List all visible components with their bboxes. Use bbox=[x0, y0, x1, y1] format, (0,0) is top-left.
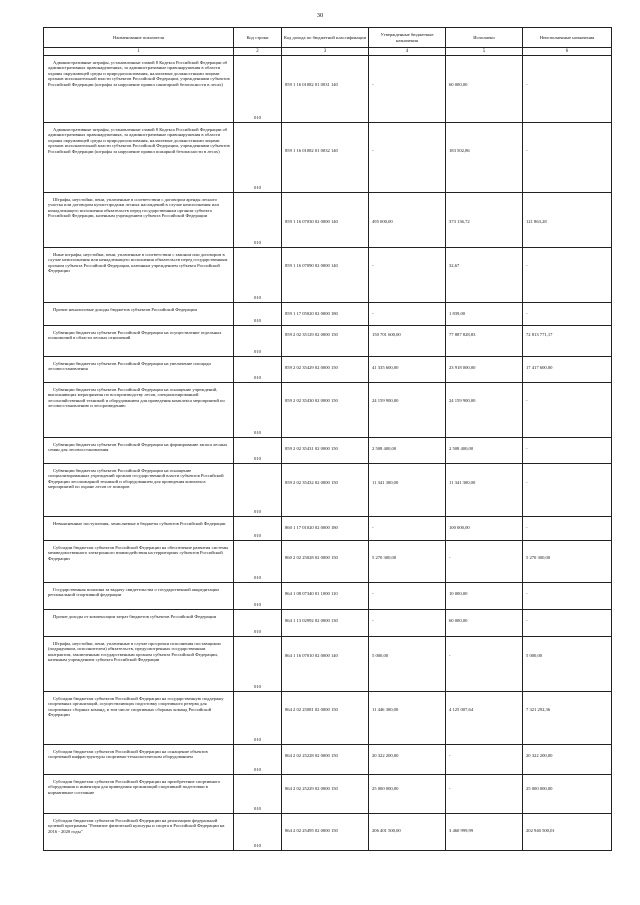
approved-amount-cell bbox=[369, 438, 446, 464]
line-code-cell bbox=[234, 517, 282, 541]
line-code-text: 010 bbox=[254, 601, 261, 607]
column-number: 3 bbox=[282, 48, 369, 56]
table-row bbox=[44, 383, 612, 438]
indicator-name-cell: Субвенции бюджетам субъектов Российской Федерации на оснащение специализированных учреждений органов государственной власти субъектов Российской Федерации лесопожарной техникой и оборудованием для проведения комплекса мероприятий по охране лесов от пожаров bbox=[44, 464, 234, 517]
income-code-text: 859 1 16 01082 01 0031 140 bbox=[285, 82, 338, 87]
income-code-cell bbox=[282, 814, 369, 851]
approved-amount-cell bbox=[369, 541, 446, 583]
unexecuted-amount-text: 25 000 000,00 bbox=[526, 786, 553, 791]
income-code-text: 859 2 02 35430 02 0000 150 bbox=[285, 398, 338, 403]
table-row bbox=[44, 775, 612, 814]
approved-amount-cell bbox=[369, 517, 446, 541]
line-code-cell bbox=[234, 814, 282, 851]
executed-amount-cell bbox=[446, 326, 523, 357]
executed-amount-text: - bbox=[449, 555, 451, 560]
executed-amount-cell bbox=[446, 775, 523, 814]
page-number: 30 bbox=[316, 12, 324, 19]
line-code-text: 010 bbox=[254, 508, 261, 514]
table-row bbox=[44, 193, 612, 248]
income-code-cell bbox=[282, 637, 369, 692]
executed-amount-cell bbox=[446, 248, 523, 303]
indicator-name-cell: Субвенции бюджетам субъектов Российской Федерации на увеличение площади лесовосстановления bbox=[44, 357, 234, 383]
income-code-text: 864 2 02 25228 02 0000 150 bbox=[285, 753, 338, 758]
table-row bbox=[44, 438, 612, 464]
unexecuted-amount-text: - bbox=[526, 446, 528, 451]
approved-amount-cell bbox=[369, 814, 446, 851]
indicator-name-cell: Невыясненные поступления, зачисляемые в бюджеты субъектов Российской Федерации bbox=[44, 517, 234, 541]
unexecuted-amount-text: - bbox=[526, 148, 528, 153]
line-code-cell bbox=[234, 541, 282, 583]
unexecuted-amount-text: - bbox=[526, 82, 528, 87]
executed-amount-cell bbox=[446, 438, 523, 464]
line-code-cell bbox=[234, 303, 282, 326]
line-code-cell bbox=[234, 692, 282, 745]
line-code-text: 010 bbox=[254, 532, 261, 538]
approved-amount-text: 41 335 600,00 bbox=[372, 365, 399, 370]
unexecuted-amount-text: - bbox=[526, 591, 528, 596]
header-indicator-name: Наименование показателя bbox=[44, 28, 234, 48]
indicator-name-cell: Государственная пошлина за выдачу свидетельства о государственной аккредитации региональной спортивной федерации bbox=[44, 583, 234, 610]
approved-amount-cell bbox=[369, 745, 446, 775]
unexecuted-amount-text: - bbox=[526, 398, 528, 403]
unexecuted-amount-cell bbox=[523, 193, 612, 248]
header-unexecuted: Неисполненные назначения bbox=[523, 28, 612, 48]
approved-amount-text: 25 000 000,00 bbox=[372, 786, 399, 791]
unexecuted-amount-cell bbox=[523, 583, 612, 610]
approved-amount-text: 495 000,00 bbox=[372, 219, 393, 224]
approved-amount-cell bbox=[369, 326, 446, 357]
income-code-cell bbox=[282, 438, 369, 464]
indicator-name-cell: Субвенции бюджетам субъектов Российской Федерации на формирование запаса лесных семян для лесовосстановления bbox=[44, 438, 234, 464]
line-code-cell bbox=[234, 383, 282, 438]
unexecuted-amount-cell bbox=[523, 464, 612, 517]
approved-amount-text: 5 000,00 bbox=[372, 653, 389, 658]
line-code-cell bbox=[234, 248, 282, 303]
income-code-cell bbox=[282, 745, 369, 775]
income-code-cell bbox=[282, 56, 369, 123]
executed-amount-cell bbox=[446, 637, 523, 692]
line-code-text: 010 bbox=[254, 805, 261, 811]
table-row bbox=[44, 541, 612, 583]
unexecuted-amount-text: 5 000,00 bbox=[526, 653, 543, 658]
table-body bbox=[44, 56, 612, 851]
header-income-code: Код дохода по бюджетной классификации bbox=[282, 28, 369, 48]
approved-amount-text: - bbox=[372, 82, 374, 87]
indicator-name-cell: Иные штрафы, неустойки, пени, уплаченные в соответствии с законом или договором в случае неисполнения или ненадлежащего исполнения обязательств перед государственным органом субъекта Российской Федерации, казенным учреждением субъекта Российской Федерации bbox=[44, 248, 234, 303]
line-code-cell bbox=[234, 637, 282, 692]
line-code-text: 010 bbox=[254, 184, 261, 190]
column-number-row bbox=[44, 48, 612, 56]
table-row bbox=[44, 248, 612, 303]
executed-amount-text: 373 136,72 bbox=[449, 219, 470, 224]
income-code-text: 859 2 02 35129 02 0000 150 bbox=[285, 332, 338, 337]
unexecuted-amount-text: 7 321 292,36 bbox=[526, 707, 551, 712]
table-row bbox=[44, 357, 612, 383]
table-row bbox=[44, 123, 612, 193]
table-row bbox=[44, 745, 612, 775]
line-code-text: 010 bbox=[254, 736, 261, 742]
executed-amount-cell bbox=[446, 517, 523, 541]
line-code-text: 010 bbox=[254, 683, 261, 689]
unexecuted-amount-text: - bbox=[526, 263, 528, 268]
column-number: 6 bbox=[523, 48, 612, 56]
line-code-cell bbox=[234, 123, 282, 193]
executed-amount-cell bbox=[446, 123, 523, 193]
column-number: 5 bbox=[446, 48, 523, 56]
table-row bbox=[44, 692, 612, 745]
executed-amount-cell bbox=[446, 357, 523, 383]
header-executed: Исполнено bbox=[446, 28, 523, 48]
table-row bbox=[44, 464, 612, 517]
executed-amount-text: 60 000,00 bbox=[449, 82, 468, 87]
unexecuted-amount-cell bbox=[523, 517, 612, 541]
executed-amount-text: 77 887 828,83 bbox=[449, 332, 476, 337]
unexecuted-amount-cell bbox=[523, 775, 612, 814]
indicator-name-cell: Субсидии бюджетам субъектов Российской Федерации на оснащение объектов спортивной инфраструктуры спортивно-технологическим оборудованием bbox=[44, 745, 234, 775]
line-code-text: 010 bbox=[254, 239, 261, 245]
income-code-text: 864 1 16 07010 02 0000 140 bbox=[285, 653, 338, 658]
approved-amount-text: - bbox=[372, 148, 374, 153]
line-code-text: 010 bbox=[254, 374, 261, 380]
executed-amount-text: 23 918 000,00 bbox=[449, 365, 476, 370]
executed-amount-text: - bbox=[449, 786, 451, 791]
line-code-cell bbox=[234, 745, 282, 775]
unexecuted-amount-cell bbox=[523, 357, 612, 383]
unexecuted-amount-cell bbox=[523, 56, 612, 123]
approved-amount-text: - bbox=[372, 591, 374, 596]
line-code-text: 010 bbox=[254, 348, 261, 354]
income-code-text: 859 2 02 35429 02 0000 150 bbox=[285, 365, 338, 370]
approved-amount-cell bbox=[369, 248, 446, 303]
indicator-name-cell: Субсидии бюджетам субъектов Российской Федерации на приобретение спортивного оборудования и инвентаря для приведения организаций спортивной подготовки в нормативное состояние bbox=[44, 775, 234, 814]
income-code-cell bbox=[282, 357, 369, 383]
income-code-text: 859 1 16 07090 02 0000 140 bbox=[285, 263, 338, 268]
income-code-cell bbox=[282, 326, 369, 357]
unexecuted-amount-cell bbox=[523, 745, 612, 775]
line-code-cell bbox=[234, 326, 282, 357]
approved-amount-text: 11 341 300,00 bbox=[372, 480, 399, 485]
approved-amount-cell bbox=[369, 303, 446, 326]
approved-amount-text: - bbox=[372, 311, 374, 316]
income-code-text: 860 2 02 25028 02 0000 150 bbox=[285, 555, 338, 560]
executed-amount-text: 1 839,00 bbox=[449, 311, 466, 316]
approved-amount-text: 11 446 300,00 bbox=[372, 707, 399, 712]
approved-amount-cell bbox=[369, 775, 446, 814]
executed-amount-cell bbox=[446, 383, 523, 438]
unexecuted-amount-cell bbox=[523, 326, 612, 357]
unexecuted-amount-text: - bbox=[526, 525, 528, 530]
executed-amount-cell bbox=[446, 303, 523, 326]
indicator-name-cell: Субсидии бюджетам субъектов Российской Федерации на государственную поддержку спортивных организаций, осуществляющих подготовку спортивного резерва для спортивных сборных команд, в том числе спортивных сборных команд Российской Федерации bbox=[44, 692, 234, 745]
table-row bbox=[44, 517, 612, 541]
indicator-name-cell: Штрафы, неустойки, пени, уплаченные в соответствии с договором аренды лесного участка или договором купли-продажи лесных насаждений в случае неисполнения или ненадлежащего исполнения обязательств перед государственным органом субъекта Российской Федерации, казенным учреждением субъекта Российской Федерации bbox=[44, 193, 234, 248]
unexecuted-amount-text: 5 270 300,00 bbox=[526, 555, 551, 560]
approved-amount-text: 24 159 900,00 bbox=[372, 398, 399, 403]
header-line-code: Код строки bbox=[234, 28, 282, 48]
approved-amount-cell bbox=[369, 56, 446, 123]
indicator-name-cell: Субвенции бюджетам субъектов Российской Федерации на осуществление отдельных полномочий в области лесных отношений bbox=[44, 326, 234, 357]
executed-amount-cell bbox=[446, 745, 523, 775]
approved-amount-cell bbox=[369, 383, 446, 438]
executed-amount-cell bbox=[446, 56, 523, 123]
header-approved: Утвержденные бюджетные назначения bbox=[369, 28, 446, 48]
line-code-cell bbox=[234, 610, 282, 637]
approved-amount-text: 5 270 300,00 bbox=[372, 555, 397, 560]
approved-amount-text: - bbox=[372, 263, 374, 268]
indicator-name-cell: Административные штрафы, установленные главой 8 Кодекса Российской Федерации об административных правонарушениях, за административные правонарушения в области охраны окружающей среды и природопользования, налагаемые должностными лицами органов исполнительной власти субъектов Российской Федерации, учреждениями субъектов Российской Федерации (штрафы за нарушение правил пожарной безопасности в лесах) bbox=[44, 123, 234, 193]
line-code-cell bbox=[234, 464, 282, 517]
income-code-cell bbox=[282, 692, 369, 745]
executed-amount-text: 2 508 400,00 bbox=[449, 446, 474, 451]
table-row bbox=[44, 56, 612, 123]
unexecuted-amount-cell bbox=[523, 383, 612, 438]
executed-amount-cell bbox=[446, 692, 523, 745]
income-code-cell bbox=[282, 193, 369, 248]
unexecuted-amount-text: 17 417 600,00 bbox=[526, 365, 553, 370]
approved-amount-cell bbox=[369, 357, 446, 383]
income-code-cell bbox=[282, 541, 369, 583]
income-code-text: 859 1 16 07030 02 0000 140 bbox=[285, 219, 338, 224]
approved-amount-text: 206 401 500,00 bbox=[372, 828, 401, 833]
unexecuted-amount-cell bbox=[523, 814, 612, 851]
indicator-name-cell: Субсидии бюджетам субъектов Российской Федерации на обеспечение развития системы межведомственного электронного взаимодействия на территориях субъектов Российской Федерации bbox=[44, 541, 234, 583]
income-code-text: 864 2 02 25229 02 0000 150 bbox=[285, 786, 338, 791]
unexecuted-amount-cell bbox=[523, 438, 612, 464]
income-code-text: 859 1 16 01082 01 0032 140 bbox=[285, 148, 338, 153]
line-code-cell bbox=[234, 193, 282, 248]
line-code-text: 010 bbox=[254, 842, 261, 848]
unexecuted-amount-cell bbox=[523, 610, 612, 637]
column-number: 4 bbox=[369, 48, 446, 56]
executed-amount-text: 3 460 999,99 bbox=[449, 828, 474, 833]
table-row bbox=[44, 610, 612, 637]
executed-amount-cell bbox=[446, 464, 523, 517]
line-code-cell bbox=[234, 438, 282, 464]
unexecuted-amount-text: 202 940 500,01 bbox=[526, 828, 555, 833]
income-code-text: 864 1 08 07340 01 1000 110 bbox=[285, 591, 338, 596]
line-code-cell bbox=[234, 357, 282, 383]
executed-amount-cell bbox=[446, 541, 523, 583]
approved-amount-text: - bbox=[372, 525, 374, 530]
table-row bbox=[44, 583, 612, 610]
unexecuted-amount-text: - bbox=[526, 311, 528, 316]
approved-amount-text: 20 322 200,00 bbox=[372, 753, 399, 758]
indicator-name-cell: Административные штрафы, установленные главой 8 Кодекса Российской Федерации об административных правонарушениях, за административные правонарушения в области охраны окружающей среды и природопользования, налагаемые должностными лицами органов исполнительной власти субъектов Российской Федерации, учреждениями субъектов Российской Федерации (штрафы за нарушение правил санитарной безопасности в лесах) bbox=[44, 56, 234, 123]
income-code-text: 860 1 17 01020 02 0000 180 bbox=[285, 525, 338, 530]
unexecuted-amount-text: 72 813 771,17 bbox=[526, 332, 553, 337]
line-code-text: 010 bbox=[254, 317, 261, 323]
indicator-name-cell: Прочие неналоговые доходы бюджетов субъектов Российской Федерации bbox=[44, 303, 234, 326]
unexecuted-amount-cell bbox=[523, 303, 612, 326]
income-code-cell bbox=[282, 583, 369, 610]
approved-amount-text: 150 701 600,00 bbox=[372, 332, 401, 337]
executed-amount-cell bbox=[446, 610, 523, 637]
unexecuted-amount-text: - bbox=[526, 618, 528, 623]
approved-amount-cell bbox=[369, 193, 446, 248]
line-code-cell bbox=[234, 56, 282, 123]
executed-amount-text: 100 000,00 bbox=[449, 525, 470, 530]
column-number: 1 bbox=[44, 48, 234, 56]
approved-amount-text: 2 508 400,00 bbox=[372, 446, 397, 451]
approved-amount-text: - bbox=[372, 618, 374, 623]
table-row bbox=[44, 637, 612, 692]
line-code-cell bbox=[234, 583, 282, 610]
unexecuted-amount-cell bbox=[523, 541, 612, 583]
income-code-text: 864 1 13 02992 02 0000 130 bbox=[285, 618, 338, 623]
unexecuted-amount-cell bbox=[523, 248, 612, 303]
line-code-text: 010 bbox=[254, 455, 261, 461]
approved-amount-cell bbox=[369, 692, 446, 745]
income-code-cell bbox=[282, 303, 369, 326]
line-code-text: 010 bbox=[254, 628, 261, 634]
approved-amount-cell bbox=[369, 123, 446, 193]
line-code-text: 010 bbox=[254, 294, 261, 300]
unexecuted-amount-text: 121 863,28 bbox=[526, 219, 547, 224]
executed-amount-text: - bbox=[449, 753, 451, 758]
unexecuted-amount-text: - bbox=[526, 480, 528, 485]
indicator-name-cell: Субвенции бюджетам субъектов Российской Федерации на оснащение учреждений, выполняющих мероприятия по воспроизводству лесов, специализированной лесохозяйственной техникой и оборудованием для проведения комплекса мероприятий по лесовосстановлению и лесоразведению bbox=[44, 383, 234, 438]
approved-amount-cell bbox=[369, 610, 446, 637]
executed-amount-text: 183 502,86 bbox=[449, 148, 470, 153]
executed-amount-cell bbox=[446, 583, 523, 610]
executed-amount-text: 32,67 bbox=[449, 263, 460, 268]
income-code-cell bbox=[282, 610, 369, 637]
indicator-name-cell: Штрафы, неустойки, пени, уплаченные в случае просрочки исполнения поставщиком (подрядчиком, исполнителем) обязательств, предусмотренных государственным контрактом, заключенным государственным органом субъекта Российской Федерации, казенным учреждением субъекта Российской Федерации bbox=[44, 637, 234, 692]
executed-amount-cell bbox=[446, 193, 523, 248]
unexecuted-amount-cell bbox=[523, 692, 612, 745]
unexecuted-amount-cell bbox=[523, 123, 612, 193]
table-row bbox=[44, 303, 612, 326]
executed-amount-text: 4 125 007,64 bbox=[449, 707, 474, 712]
executed-amount-text: - bbox=[449, 653, 451, 658]
indicator-name-cell: Прочие доходы от компенсации затрат бюджетов субъектов Российской Федерации bbox=[44, 610, 234, 637]
line-code-text: 010 bbox=[254, 429, 261, 435]
column-number: 2 bbox=[234, 48, 282, 56]
unexecuted-amount-cell bbox=[523, 637, 612, 692]
line-code-text: 010 bbox=[254, 114, 261, 120]
unexecuted-amount-text: 20 322 200,00 bbox=[526, 753, 553, 758]
line-code-cell bbox=[234, 775, 282, 814]
income-code-text: 864 2 02 25495 02 0000 150 bbox=[285, 828, 338, 833]
income-code-cell bbox=[282, 775, 369, 814]
income-code-cell bbox=[282, 383, 369, 438]
indicator-name-cell: Субсидии бюджетам субъектов Российской Федерации на реализацию федеральной целевой программы "Развитие физической культуры и спорта в Российской Федерации на 2016 - 2020 годы" bbox=[44, 814, 234, 851]
executed-amount-text: 24 159 900,00 bbox=[449, 398, 476, 403]
table-header bbox=[44, 28, 612, 56]
table-row bbox=[44, 326, 612, 357]
income-code-cell bbox=[282, 123, 369, 193]
executed-amount-text: 11 341 300,00 bbox=[449, 480, 476, 485]
income-code-text: 864 2 02 25081 02 0000 150 bbox=[285, 707, 338, 712]
table-row bbox=[44, 814, 612, 851]
income-code-text: 859 2 02 35432 02 0000 150 bbox=[285, 480, 338, 485]
income-code-text: 859 1 17 05020 02 0000 180 bbox=[285, 311, 338, 316]
income-code-cell bbox=[282, 464, 369, 517]
budget-income-table bbox=[43, 27, 612, 851]
line-code-text: 010 bbox=[254, 574, 261, 580]
approved-amount-cell bbox=[369, 464, 446, 517]
income-code-text: 859 2 02 35431 02 0000 150 bbox=[285, 446, 338, 451]
income-code-cell bbox=[282, 517, 369, 541]
executed-amount-text: 60 000,00 bbox=[449, 618, 468, 623]
approved-amount-cell bbox=[369, 637, 446, 692]
executed-amount-cell bbox=[446, 814, 523, 851]
approved-amount-cell bbox=[369, 583, 446, 610]
line-code-text: 010 bbox=[254, 766, 261, 772]
income-code-cell bbox=[282, 248, 369, 303]
executed-amount-text: 10 000,00 bbox=[449, 591, 468, 596]
